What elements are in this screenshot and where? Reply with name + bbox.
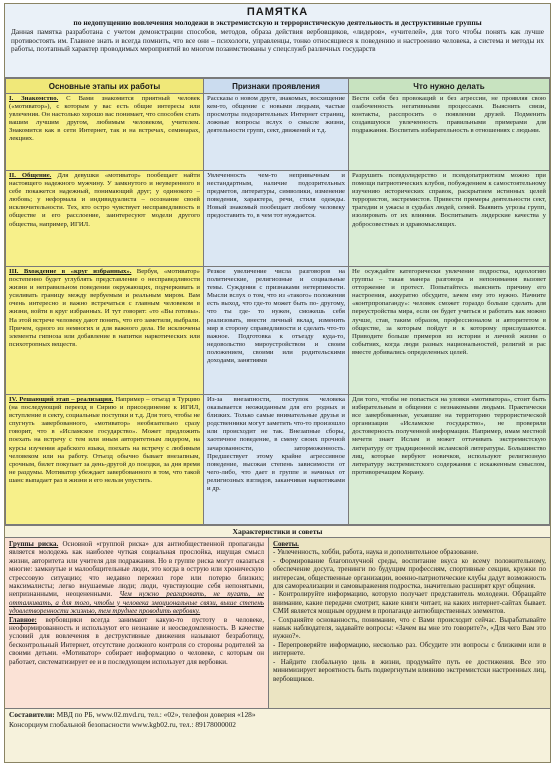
table-row — [6, 395, 550, 525]
footer — [5, 708, 550, 731]
stage-cell: IV. Решающий этап – реализация. Например – отъезд в Турцию (на последующий переезд в Сирию и присоединение к ИГИЛ, вступление в секту, социальные поступки и т.д. Для того, чтобы не спугнуть завербованного, «мотиватор» необязательно сразу говорит, что в «Исламское государство». Может предложить поехать на встречу с тем или иным авторитетным лидером, на курсы изучения арабского языка, поехать на встречу с любимым человеком или на работу. Отъезд обычно бывает внезапным, срочным, билет покупает за день-другой до поездки, за дня время не раздумы. Мотиватор убеждает завербованного в том, что такой шанс выпадает раз в жизни и его нельзя упустить. — [6, 395, 204, 525]
column-header-stages: Основные этапы их работы — [6, 79, 204, 94]
memo-intro: Данная памятка разработана с учетом демонстрации способов, методов, образа действия вербовщиков, «лидеров», «учителей», для того чтобы понять как лучше противостоять им. Главное знать и всегда помнить, что все они – психологи, управленцы, тонко относящиеся к поведению и настроению человека, а система и методы их работы, поэтапный характер проводимых мероприятий во многом позаимствованы у спецслужб различных государств — [11, 28, 544, 54]
column-header-signs: Признаки проявления — [204, 79, 349, 94]
sign-cell: Из-за внезапности, поступок человека оказывается неожиданным для его родных и близких. Только самые внимательные друзья и родственники могут заметить что-то произошло или происходит не так. Внезапные сборы, хаотичное поведение, в смену своих прочной зачарованности, заторможенность. Предшествует этому крайне агрессивное поведение, высокая степень зависимости от чего-либо, что дает в группе и начинал от религиозных взглядов, заканчивая наркотиками и др. — [204, 395, 349, 525]
advice-item: - Найдите глобальную цель в жизни, продумайте путь ее достижения. Все это минимизирует вероятность быть подвергнутым влиянию экстремистски настроенных лиц, вербовщиков. — [273, 657, 546, 683]
todo-cell: Разрушить псевдолидерство и псевдопатриотизм можно при помощи патриотических клубов, побуждением к самостоятельному изучению исторических справок, раскрытием истинных целей террористов, экстремистов. Привести примеры деятельности сект, трагедии и ужасы в судьбах людей, семей. Выявить угрозы групп, изолировать от их влияния. Воспитывать лидерские качества у добросовестных и здравомыслящих. — [349, 171, 550, 267]
main-point-title: Главное: — [9, 615, 37, 624]
footer-line-2: Консорциум глобальной безопасности www.kgb02.ru, тел.: 89178000002 — [9, 720, 236, 729]
advice-item: - Формирование благополучной среды, воспитание вкуса ко всему положительному, обеспечение досуга, тренинги по будущим профессиям, спортивные секции, кружки по интересам, общественные организации, военно-патриотические клубы дадут возможность для самореализации и самовыражения подростка, значительно расширят круг общения. — [273, 556, 546, 591]
advice-box — [269, 538, 550, 708]
advice-item: - Сохраняйте основанность, понимание, что с Вами происходит сейчас. Вырабатывайте навык наблюдателя, задавайте вопросы: «Зачем вы мне это говорите?», «Для чего Вам это нужно?». — [273, 615, 546, 641]
risk-italic-note: Чем нужно реагировать, не пугать, не отталкивать, а для того, чтобы у человека эмоциональные связи, выше степень удовлетворенности жизнью, тем труднее проводить вербовку. — [9, 590, 264, 616]
stages-table — [5, 78, 550, 525]
table-row — [6, 171, 550, 267]
table-row — [6, 94, 550, 171]
risk-groups-box — [5, 538, 269, 708]
memo-sheet — [4, 3, 551, 763]
sign-cell: Увлеченность чем-то непривычным и нестандартным, наличие подозрительных предметов, литературы, символики, изменение поведения, характера, речи, стиля одежды. Новый знакомый пообещает любому человеку предоставить то, в чем тот нуждается. — [204, 171, 349, 267]
advice-item: - Увлеченность, хобби, работа, наука и дополнительное образование. — [273, 548, 479, 557]
main-point-text: вербовщики всегда занимают какую-то пустоту в человеке, неоформированность и используют его незнание и неосведомленность. В качестве условий для вовлечения в деструктивные движения называют безработицу, бесконтрольный Интернет, отсутствие должного контроля со стороны родителей за своими детьми. «Мотиватор» собирает информацию о человеке, с которым он работает, систематизирует ее и в последующем использует для вербовки. — [9, 615, 264, 666]
advice-item: - Контролируйте информацию, которую получает представитель молодежи. Обращайте внимание, какие передачи смотрит, какие книги читает, на каких интернет-сайтах бывает. СМИ является мощным орудием в пропаганде антиобщественных элементов. — [273, 590, 546, 616]
todo-cell: Вести себя без провокаций и без агрессии, не проявляя свою озабоченность негативными процессами. Выяснить связи, контакты, расспросить о появлении друзей. Подменить создавшуюся увлеченность правильными примерами для подражания. Воспитать избирательность в отношениях с людьми. — [349, 94, 550, 171]
sign-cell: Резкое увеличение числа разговоров на политические, религиозные и социальные темы. Суждения с признаками нетерпимости. Мысли вслух о том, что из «такого» положения есть выход, что где-то может быть по- другому, что ты где- то нужен, сможешь себя реализовать, внести личный вклад, изменить мир в сторону справедливости и сделать что-то важное. Подготовка к отъезду куда-то, недовольство мироустройством и своим положением, своими или родительскими доходами, занятиями — [204, 267, 349, 395]
sign-cell: Рассказы о новом друге, знакомых, восхищение кем-то, общение с новыми людьми, частые просмотры подозрительных Интернет страниц, ложные вопросы вслух о смысле жизни, деятельности групп, сект, движений и т.д. — [204, 94, 349, 171]
footer-line-1: Составители: МВД по РБ, www.02.mvd.ru, тел.: «02», телефон доверия «128» — [9, 710, 256, 719]
memo-header — [5, 4, 550, 78]
advice-item: - Перепроверяйте информацию, несколько раз. Обсудите эти вопросы с близкими или в интернете. — [273, 640, 546, 658]
todo-cell: Для того, чтобы не попасться на уловки «мотиватора», стоит быть избирательным в общении с незнакомыми людьми. Практически все завербованные, уехавшие на территорию террористической организации «Исламское государство», не проверяли достоверность полученной информации. Например, имам местной мечети знает Ислам и может оттачивать экстремистскую литературу от традиционной исламской литературы. Большинство лиц, которые вербуют новичков, используют религиозную литературу экстремистского содержания с искаженным смыслом, противоречащим Корану. — [349, 395, 550, 525]
risk-title: Группы риска. — [9, 540, 59, 548]
table-row — [6, 267, 550, 395]
memo-title: ПАМЯТКА — [246, 6, 309, 18]
todo-cell: Не осуждайте категорически увлечение подростка, идеологию группы – такая манера разговора и непонимания вызовет отторжение и протест. Попытайтесь выяснить причину его настроения, аккуратно обсудите, зачем ему это нужно. Начните «контрпропаганду»: человек сможет гораздо больше сделать для переустройства мира, если он будет учиться и работать как можно лучше, став, таким образом, профессионалом и авторитетом в обществе, за которым пойдут и к которому прислушаются. Приводите больше примеров из истории и личной жизни о событиях, когда люди разных национальностей, религий и рас вместе добивались определенных целей. — [349, 267, 550, 395]
advice-title: Советы. — [273, 540, 299, 548]
column-header-todo: Что нужно делать — [349, 79, 550, 94]
stage-cell: III. Вхождение в «круг избранных». Вербуя, «мотиватор» постепенно будет углублять представление о несправедливости жизни и неправильном поведении окружающих, подчеркивать и усиливать границу между вербуемым и реальным миром. Вам очень интересно и важно встречаться с главным человеком в жизни, войти в круг избранных. И тут говорят: «то «Вы готовы». На этой встрече человеку дают понять, что его заметили, выбрали. Причем, одного из немногих и для важного дела. Не исключены элементы гипноза или добавление в напитки наркотических или психотропных веществ. — [6, 267, 204, 395]
memo-subtitle: по недопущению вовлечения молодежи в экстремистскую и террористическую деятельность и деструктивные группы — [73, 18, 482, 27]
section-title: Характеристики и советы — [5, 525, 550, 538]
stage-cell: I. Знакомство. С Вами знакомится приятный человек («мотиватор»), с которым у вас есть общие интересы или увлечения. Он настолько хорошо вас понимает, что способен стать вашим лучшим другом, любимым человеком, учителем. Знакомится как в сети Интернет, так и на встречах, семинарах, лекциях. — [6, 94, 204, 171]
risk-text: Основной «группой риска» для антиобщественной пропаганды является молодежь как наиболее чуткая социальная прослойка, ищущая смысл жизни, авторитета или учителя для подражания. Но в группе риска могут оказаться многие: замкнутые и малообщительные люди, это когда в острую или хроническую стрессовую ситуацию; что недавно пережил горе или потерю близких; максималисты; легко внушаемые люди; люди, чувствующие себя непонятыми, непризнанными, неоцененными. — [9, 540, 264, 599]
characteristics-section — [5, 538, 550, 708]
stage-cell: II. Общение. Для девушки «мотиватор» пообещает найти настоящего надежного мужчину. У замкнутого и неуверенного в себе покажется надежный, понимающий друг; у одинокого – любовь; у неформала и индивидуалиста – осознание своей исключительности. Тех, кто остро чувствует несправедливость в обществе и его расслоение, заинтересуют модели другого общества, например, ИГИЛ. — [6, 171, 204, 267]
